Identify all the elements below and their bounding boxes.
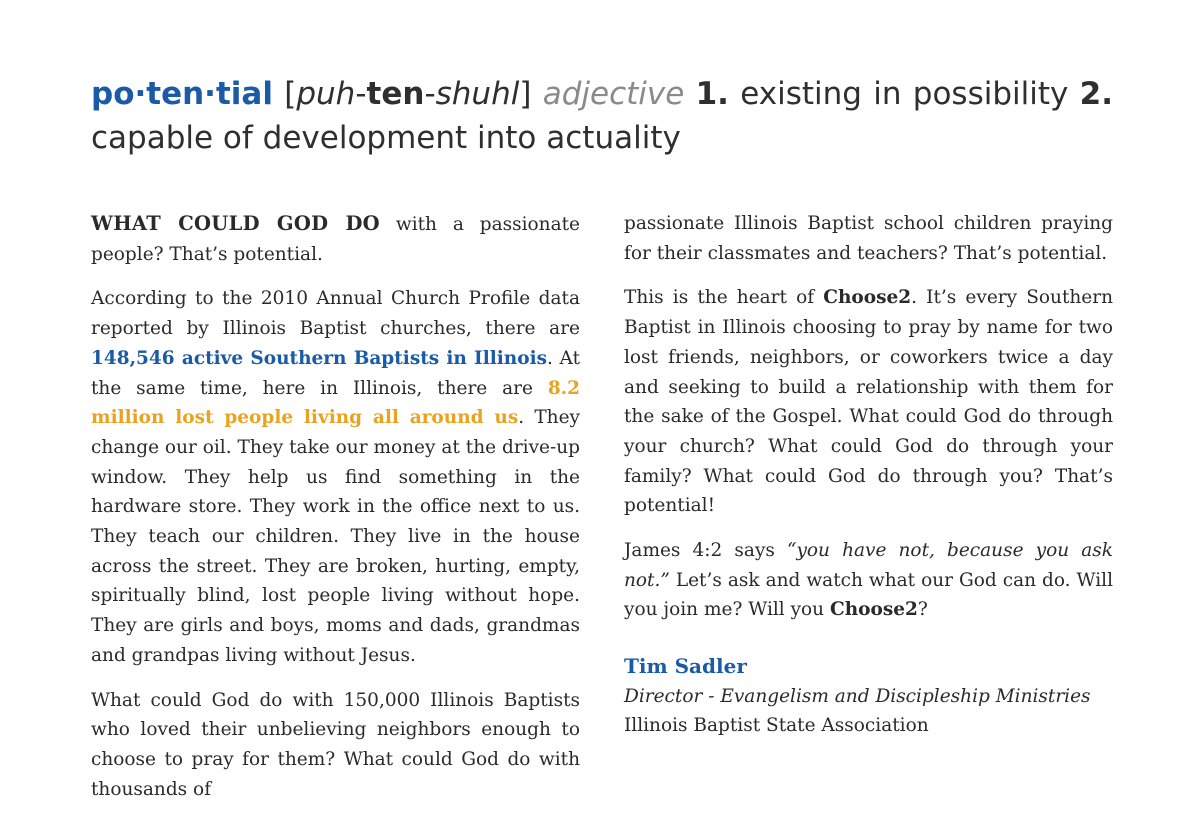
pronunciation	[284, 76, 531, 112]
left-column	[91, 209, 580, 819]
pron-close: ]	[519, 76, 532, 112]
signature-title: Director - Evangelism and Discipleship Ministries	[624, 685, 1091, 707]
scripture-end: ?	[917, 599, 928, 621]
paragraph-question: What could God do with 150,000 Illinois Baptists who loved their unbelieving neighbors enough to choose to pray for them? What could God do with thousands of	[91, 689, 580, 800]
paragraph-statistics	[91, 284, 580, 670]
part-of-speech: adjective	[542, 76, 685, 112]
pron-syllable-3: shuhl	[435, 76, 520, 112]
pron-sep-2: -	[424, 76, 436, 112]
sense-2-number: 2.	[1079, 76, 1114, 112]
stats-intro: According to the 2010 Annual Church Profile data reported by Illinois Baptist churches, there are	[91, 288, 580, 340]
paragraph-scripture	[624, 536, 1113, 625]
pron-sep-1: -	[355, 76, 367, 112]
signature-name: Tim Sadler	[624, 654, 747, 678]
pron-syllable-1: puh	[296, 76, 356, 112]
paragraph-choose2	[624, 283, 1113, 521]
intro-rest: with a passionate people? That’s potential.	[91, 214, 580, 265]
sense-1-text: existing in possibility	[740, 76, 1069, 112]
sense-1-number: 1.	[695, 76, 729, 112]
choose2-closing: Choose2	[829, 599, 918, 621]
choose2-rest: . It’s every Southern Baptist in Illinois choosing to pray by name for two lost friends, neighbors, or coworkers twice a day and seeking to build a relationship with them for the sake of the Gospel. What could God do through your church? What could God do through your family? What could God do through you? That’s potential!	[624, 287, 1113, 517]
signature-block	[624, 652, 1124, 741]
scripture-middle: Let’s ask and watch what our God can do. Will you join me? Will you	[624, 569, 1113, 621]
stats-rest: . They change our oil. They take our money at the drive-up window. They help us find something in the hardware store. They work in the office next to us. They teach our children. They live in the house across the street. They are broken, hurting, empty, spiritually blind, lost people living without hope. They are girls and boys, moms and dads, grandmas and grandpas living without Jesus.	[91, 407, 580, 666]
pron-syllable-stressed: ten	[366, 76, 425, 112]
highlight-baptists: 148,546 active Southern Baptists in Illinois	[91, 347, 548, 369]
signature-organization: Illinois Baptist State Association	[624, 715, 929, 737]
highlight-lost-people: 8.2 million lost people living all around us	[91, 377, 580, 429]
choose2-name: Choose2	[823, 287, 912, 309]
lead-in: WHAT COULD GOD DO	[91, 212, 380, 235]
stats-middle: . At the same time, here in Illinois, there are	[91, 347, 581, 399]
sense-2-text: capable of development into actuality	[91, 120, 681, 156]
scripture-intro: James 4:2 says	[624, 540, 787, 562]
definition-heading	[91, 72, 1113, 160]
pron-open: [	[284, 76, 297, 112]
scripture-quote: “you have not, because you ask not.”	[624, 540, 1113, 591]
right-column	[624, 209, 1113, 640]
definition-word: po·ten·tial	[91, 76, 273, 112]
paragraph-intro	[91, 209, 580, 269]
choose2-intro: This is the heart of	[624, 287, 824, 309]
paragraph-continuation: passionate Illinois Baptist school children praying for their classmates and teachers? That’s potential.	[624, 213, 1113, 264]
